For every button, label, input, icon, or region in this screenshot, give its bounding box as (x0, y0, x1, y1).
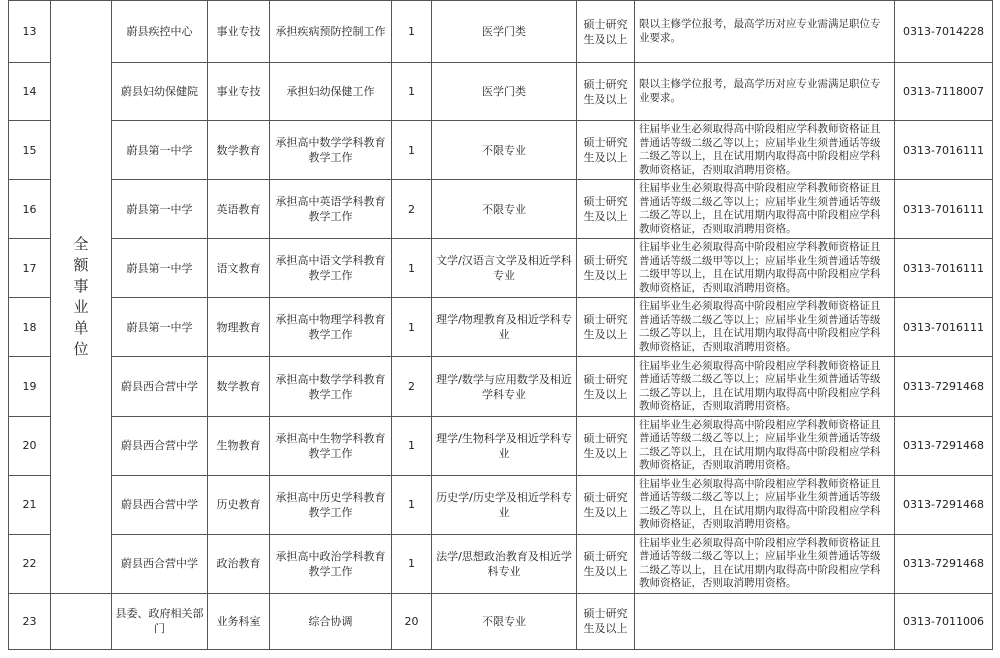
other-requirement (635, 593, 895, 649)
table-row (9, 1, 993, 63)
major-requirement: 不限专业 (432, 180, 577, 239)
hire-count: 1 (392, 63, 432, 121)
hire-count: 1 (392, 1, 432, 63)
major-requirement: 历史学/历史学及相近学科专业 (432, 475, 577, 534)
hire-count: 1 (392, 121, 432, 180)
unit-name: 县委、政府相关部门 (112, 593, 208, 649)
post-duty: 综合协调 (270, 593, 392, 649)
table-row (9, 357, 993, 416)
post-duty: 承担高中生物学科教育教学工作 (270, 416, 392, 475)
contact-phone: 0313-7011006 (895, 593, 993, 649)
hire-count: 1 (392, 298, 432, 357)
other-requirement: 往届毕业生必须取得高中阶段相应学科教师资格证且普通话等级二级乙等以上；应届毕业生须普通话等级二级乙等以上，且在试用期内取得高中阶段相应学科教师资格证，否则取消聘用资格。 (635, 180, 895, 239)
row-number: 16 (9, 180, 51, 239)
contact-phone: 0313-7291468 (895, 357, 993, 416)
category-cell: 全额事业单位 (51, 1, 112, 594)
table-row (9, 416, 993, 475)
contact-phone: 0313-7016111 (895, 121, 993, 180)
degree-requirement: 硕士研究生及以上 (577, 593, 635, 649)
other-requirement: 往届毕业生必须取得高中阶段相应学科教师资格证且普通话等级二级乙等以上；应届毕业生须普通话等级二级乙等以上，且在试用期内取得高中阶段相应学科教师资格证，否则取消聘用资格。 (635, 416, 895, 475)
other-requirement: 限以主修学位报考，最高学历对应专业需满足职位专业要求。 (635, 63, 895, 121)
unit-name: 蔚县妇幼保健院 (112, 63, 208, 121)
unit-name: 蔚县西合营中学 (112, 357, 208, 416)
hire-count: 1 (392, 534, 432, 593)
row-number: 22 (9, 534, 51, 593)
post-name: 事业专技 (208, 1, 270, 63)
other-requirement: 往届毕业生必须取得高中阶段相应学科教师资格证且普通话等级二级乙等以上；应届毕业生须普通话等级二级乙等以上，且在试用期内取得高中阶段相应学科教师资格证，否则取消聘用资格。 (635, 357, 895, 416)
contact-phone: 0313-7291468 (895, 475, 993, 534)
unit-name: 蔚县西合营中学 (112, 416, 208, 475)
other-requirement: 限以主修学位报考，最高学历对应专业需满足职位专业要求。 (635, 1, 895, 63)
major-requirement: 理学/生物科学及相近学科专业 (432, 416, 577, 475)
contact-phone: 0313-7014228 (895, 1, 993, 63)
major-requirement: 不限专业 (432, 593, 577, 649)
post-duty: 承担高中历史学科教育教学工作 (270, 475, 392, 534)
table-row (9, 180, 993, 239)
table-row (9, 63, 993, 121)
recruitment-table (8, 0, 993, 650)
post-duty: 承担高中语文学科教育教学工作 (270, 239, 392, 298)
post-name: 数学教育 (208, 121, 270, 180)
category-cell-empty (51, 593, 112, 649)
table-row (9, 475, 993, 534)
degree-requirement: 硕士研究生及以上 (577, 298, 635, 357)
contact-phone: 0313-7118007 (895, 63, 993, 121)
unit-name: 蔚县疾控中心 (112, 1, 208, 63)
table-row (9, 298, 993, 357)
degree-requirement: 硕士研究生及以上 (577, 416, 635, 475)
row-number: 18 (9, 298, 51, 357)
unit-name: 蔚县西合营中学 (112, 534, 208, 593)
post-duty: 承担妇幼保健工作 (270, 63, 392, 121)
hire-count: 20 (392, 593, 432, 649)
post-name: 语文教育 (208, 239, 270, 298)
contact-phone: 0313-7016111 (895, 239, 993, 298)
row-number: 23 (9, 593, 51, 649)
degree-requirement: 硕士研究生及以上 (577, 121, 635, 180)
degree-requirement: 硕士研究生及以上 (577, 475, 635, 534)
row-number: 15 (9, 121, 51, 180)
post-name: 业务科室 (208, 593, 270, 649)
post-duty: 承担高中政治学科教育教学工作 (270, 534, 392, 593)
degree-requirement: 硕士研究生及以上 (577, 239, 635, 298)
row-number: 20 (9, 416, 51, 475)
post-name: 物理教育 (208, 298, 270, 357)
contact-phone: 0313-7291468 (895, 534, 993, 593)
post-duty: 承担高中物理学科教育教学工作 (270, 298, 392, 357)
degree-requirement: 硕士研究生及以上 (577, 1, 635, 63)
row-number: 21 (9, 475, 51, 534)
row-number: 13 (9, 1, 51, 63)
degree-requirement: 硕士研究生及以上 (577, 357, 635, 416)
degree-requirement: 硕士研究生及以上 (577, 180, 635, 239)
major-requirement: 理学/物理教育及相近学科专业 (432, 298, 577, 357)
row-number: 14 (9, 63, 51, 121)
degree-requirement: 硕士研究生及以上 (577, 534, 635, 593)
post-name: 事业专技 (208, 63, 270, 121)
row-number: 17 (9, 239, 51, 298)
unit-name: 蔚县第一中学 (112, 239, 208, 298)
other-requirement: 往届毕业生必须取得高中阶段相应学科教师资格证且普通话等级二级甲等以上；应届毕业生须普通话等级二级甲等以上，且在试用期内取得高中阶段相应学科教师资格证，否则取消聘用资格。 (635, 239, 895, 298)
post-duty: 承担高中数学学科教育教学工作 (270, 357, 392, 416)
hire-count: 1 (392, 475, 432, 534)
hire-count: 2 (392, 180, 432, 239)
contact-phone: 0313-7291468 (895, 416, 993, 475)
table-row (9, 593, 993, 649)
table-row (9, 534, 993, 593)
unit-name: 蔚县第一中学 (112, 298, 208, 357)
contact-phone: 0313-7016111 (895, 298, 993, 357)
other-requirement: 往届毕业生必须取得高中阶段相应学科教师资格证且普通话等级二级乙等以上；应届毕业生须普通话等级二级乙等以上，且在试用期内取得高中阶段相应学科教师资格证，否则取消聘用资格。 (635, 475, 895, 534)
row-number: 19 (9, 357, 51, 416)
major-requirement: 医学门类 (432, 1, 577, 63)
post-duty: 承担高中英语学科教育教学工作 (270, 180, 392, 239)
table-row (9, 121, 993, 180)
other-requirement: 往届毕业生必须取得高中阶段相应学科教师资格证且普通话等级二级乙等以上；应届毕业生须普通话等级二级乙等以上，且在试用期内取得高中阶段相应学科教师资格证，否则取消聘用资格。 (635, 534, 895, 593)
other-requirement: 往届毕业生必须取得高中阶段相应学科教师资格证且普通话等级二级乙等以上；应届毕业生须普通话等级二级乙等以上，且在试用期内取得高中阶段相应学科教师资格证，否则取消聘用资格。 (635, 298, 895, 357)
hire-count: 1 (392, 416, 432, 475)
contact-phone: 0313-7016111 (895, 180, 993, 239)
post-name: 历史教育 (208, 475, 270, 534)
major-requirement: 法学/思想政治教育及相近学科专业 (432, 534, 577, 593)
major-requirement: 理学/数学与应用数学及相近学科专业 (432, 357, 577, 416)
post-name: 政治教育 (208, 534, 270, 593)
other-requirement: 往届毕业生必须取得高中阶段相应学科教师资格证且普通话等级二级乙等以上；应届毕业生须普通话等级二级乙等以上，且在试用期内取得高中阶段相应学科教师资格证，否则取消聘用资格。 (635, 121, 895, 180)
unit-name: 蔚县第一中学 (112, 180, 208, 239)
hire-count: 1 (392, 239, 432, 298)
post-name: 数学教育 (208, 357, 270, 416)
major-requirement: 文学/汉语言文学及相近学科专业 (432, 239, 577, 298)
major-requirement: 医学门类 (432, 63, 577, 121)
unit-name: 蔚县西合营中学 (112, 475, 208, 534)
post-duty: 承担疾病预防控制工作 (270, 1, 392, 63)
major-requirement: 不限专业 (432, 121, 577, 180)
table-row (9, 239, 993, 298)
post-name: 生物教育 (208, 416, 270, 475)
degree-requirement: 硕士研究生及以上 (577, 63, 635, 121)
post-name: 英语教育 (208, 180, 270, 239)
unit-name: 蔚县第一中学 (112, 121, 208, 180)
post-duty: 承担高中数学学科教育教学工作 (270, 121, 392, 180)
hire-count: 2 (392, 357, 432, 416)
